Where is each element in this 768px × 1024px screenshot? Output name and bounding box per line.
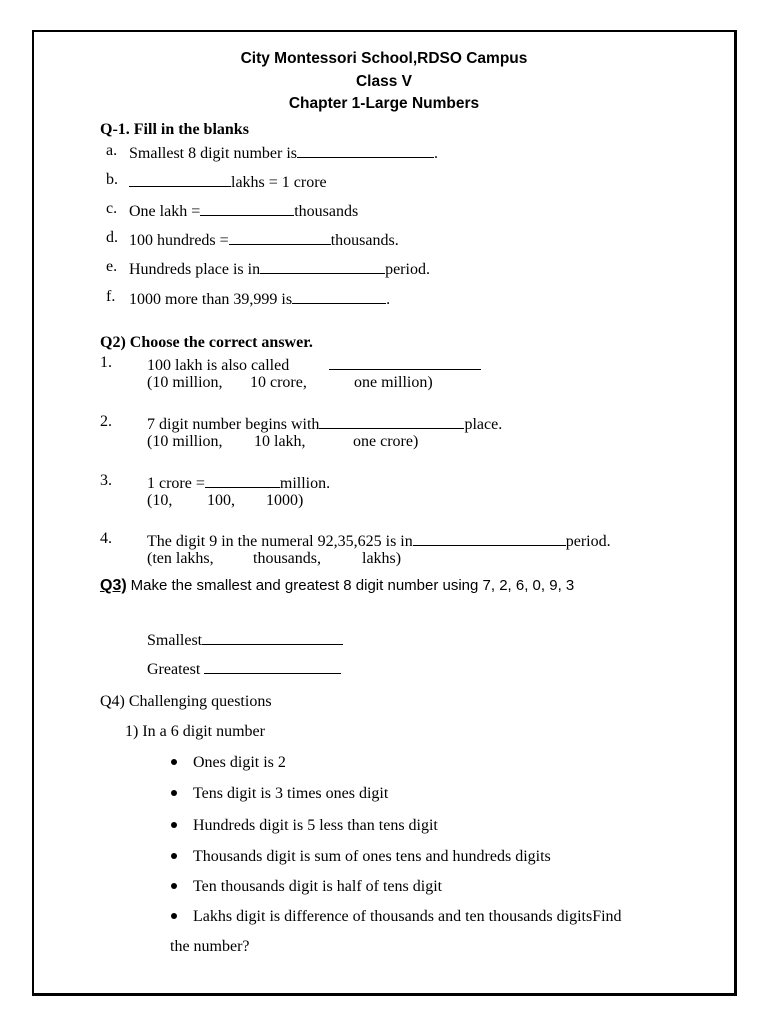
- answer-blank[interactable]: [319, 414, 464, 429]
- q2-opt-4a: (ten lakhs,: [147, 550, 214, 567]
- q2-opt-2c: one crore): [353, 433, 419, 450]
- q2-opt-3b: 100,: [207, 492, 235, 509]
- q4-title: Q4) Challenging questions: [100, 693, 272, 710]
- q2-opt-1b: 10 crore,: [250, 374, 307, 391]
- q2-num-2: 2.: [100, 413, 112, 430]
- answer-blank[interactable]: [204, 659, 341, 674]
- answer-blank[interactable]: [297, 143, 434, 158]
- answer-blank[interactable]: [260, 259, 385, 274]
- q2-item-4: [147, 531, 611, 550]
- q2-opt-3a: (10,: [147, 492, 173, 509]
- q2-title: Q2) Choose the correct answer.: [100, 334, 313, 351]
- q4-bullet-6: Lakhs digit is difference of thousands and ten thousands digitsFind: [193, 908, 622, 925]
- q4-bullet-3: Hundreds digit is 5 less than tens digit: [193, 817, 438, 834]
- q1-label-c: c.: [106, 200, 118, 217]
- q1-item-f: [129, 289, 390, 308]
- chapter-title: Chapter 1-Large Numbers: [288, 95, 480, 112]
- answer-blank[interactable]: [200, 201, 294, 216]
- q2-item-3-end: million.: [279, 475, 331, 492]
- q1-label-e: e.: [106, 258, 118, 275]
- q4-tail: the number?: [170, 938, 250, 955]
- q1-item-a-end: .: [434, 145, 438, 162]
- q1-item-d: [129, 230, 399, 249]
- answer-blank[interactable]: [329, 355, 481, 370]
- bullet-icon: [171, 759, 177, 765]
- q1-item-d-text: 100 hundreds =: [129, 232, 229, 249]
- q1-title: Q-1. Fill in the blanks: [100, 121, 249, 138]
- bullet-icon: [171, 883, 177, 889]
- q1-item-a-text: Smallest 8 digit number is: [129, 145, 297, 162]
- q2-item-4-text: The digit 9 in the numeral 92,35,625 is in: [147, 533, 413, 550]
- q1-label-f: f.: [106, 288, 116, 305]
- q1-item-f-text: 1000 more than 39,999 is: [129, 291, 293, 308]
- answer-blank[interactable]: [229, 230, 331, 245]
- q2-opt-2b: 10 lakh,: [254, 433, 306, 450]
- q4-bullet-2: Tens digit is 3 times ones digit: [193, 785, 389, 802]
- q1-item-a: [129, 143, 438, 162]
- q2-opt-1c: one million): [354, 374, 433, 391]
- q3-question: [100, 578, 574, 594]
- q1-item-c-end: thousands: [294, 203, 359, 220]
- q2-opt-4b: thousands,: [253, 550, 321, 567]
- answer-blank[interactable]: [202, 630, 343, 645]
- q3-greatest-label: Greatest: [147, 661, 201, 678]
- q1-item-b-end: lakhs = 1 crore: [231, 174, 327, 191]
- q4-sub: 1) In a 6 digit number: [125, 723, 265, 740]
- q2-num-3: 3.: [100, 472, 112, 489]
- q4-bullet-1: Ones digit is 2: [193, 754, 286, 771]
- q2-item-1-text: 100 lakh is also called: [147, 357, 290, 374]
- q1-item-e-end: period.: [385, 261, 430, 278]
- answer-blank[interactable]: [292, 289, 386, 304]
- q2-item-1: [147, 355, 481, 374]
- q1-item-c: [129, 201, 358, 220]
- q1-item-d-end: thousands.: [330, 232, 399, 249]
- q3-smallest-label: Smallest: [147, 632, 203, 649]
- q1-label-a: a.: [106, 142, 118, 159]
- class-title: Class V: [355, 73, 412, 90]
- bullet-icon: [171, 822, 177, 828]
- q3-greatest: [147, 659, 341, 678]
- q2-opt-2a: (10 million,: [147, 433, 223, 450]
- q2-item-2: [147, 414, 502, 433]
- q2-item-2-text: 7 digit number begins with: [147, 416, 320, 433]
- q3-smallest: [147, 630, 343, 649]
- bullet-icon: [171, 790, 177, 796]
- q1-label-b: b.: [106, 171, 118, 188]
- q2-opt-1a: (10 million,: [147, 374, 223, 391]
- q2-item-3: [147, 473, 330, 492]
- answer-blank[interactable]: [205, 473, 280, 488]
- q1-label-d: d.: [106, 229, 118, 246]
- q2-opt-3c: 1000): [266, 492, 304, 509]
- q4-bullet-4: Thousands digit is sum of ones tens and hundreds digits: [193, 848, 551, 865]
- school-name: City Montessori School,RDSO Campus: [240, 50, 528, 67]
- q3-text: Make the smallest and greatest 8 digit number using 7, 2, 6, 0, 9, 3: [130, 577, 575, 594]
- answer-blank[interactable]: [129, 172, 231, 187]
- q2-item-3-text: 1 crore =: [147, 475, 205, 492]
- bullet-icon: [171, 913, 177, 919]
- q1-item-b: [129, 172, 327, 191]
- q1-item-e-text: Hundreds place is in: [129, 261, 261, 278]
- q1-item-c-text: One lakh =: [129, 203, 201, 220]
- q2-item-4-end: period.: [565, 533, 611, 550]
- q2-opt-4c: lakhs): [362, 550, 402, 567]
- q3-label: Q3): [100, 577, 127, 594]
- bullet-icon: [171, 853, 177, 859]
- q1-item-e: [129, 259, 430, 278]
- q2-item-2-end: place.: [464, 416, 503, 433]
- q2-num-4: 4.: [100, 530, 112, 547]
- q2-num-1: 1.: [100, 354, 112, 371]
- q1-item-f-end: .: [386, 291, 391, 308]
- q4-bullet-5: Ten thousands digit is half of tens digit: [193, 878, 443, 895]
- answer-blank[interactable]: [413, 531, 566, 546]
